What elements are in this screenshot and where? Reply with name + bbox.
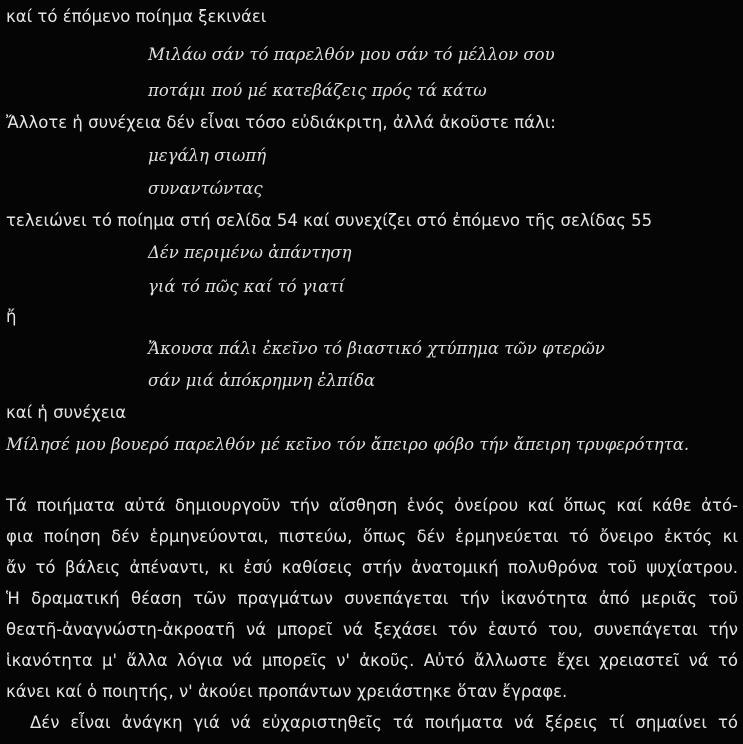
verse-line: μεγάλη σιωπή: [148, 146, 267, 165]
paragraph-line: φια ποίηση δέν ἑρμηνεύονται, πιστεύω, ὅπως δέν ἑρμηνεύεται τό ὄνειρο ἐκτός κι: [6, 527, 738, 546]
paragraph-line: κάνει καί ὁ ποιητής, ν' ἀκούει προπάντων χρειάστηκε ὅταν ἔγραφε.: [6, 682, 568, 701]
text-line: καί τό έπόμενο ποίημα ξεκινάει: [6, 7, 267, 26]
paragraph-line: ἄν τό βάλεις ἀπέναντι, κι ἐσύ καθίσεις στήν ἀνατομική πολυθρόνα τοῦ ψυχίατρου.: [6, 558, 738, 577]
verse-line: Μίλησέ μου βουερό παρελθόν μέ κεῖνο τόν ἄπειρο φόβο τήν ἄπειρη τρυφερότητα.: [6, 435, 690, 454]
verse-line: Δέν περιμένω ἀπάντηση: [148, 243, 352, 262]
paragraph-line: Ἡ δραματική θέαση τῶν πραγμάτων συνεπάγεται τήν ἱκανότητα ἀπό μεριᾶς τοῦ: [6, 589, 738, 608]
paragraph-line: ἱκανότητα μ' ἄλλα λόγια νά μπορεῖς ν' ἀκοῦς. Αὐτό ἄλλωστε ἔχει χρειαστεῖ νά τό: [6, 651, 738, 670]
text-line: Ἄλλοτε ἡ συνέχεια δέν εἶναι τόσο εὐδιάκριτη, ἀλλά ἀκοῦστε πάλι:: [6, 113, 556, 132]
verse-line: γιά τό πῶς καί τό γιατί: [148, 277, 345, 296]
paragraph-line: θεατῆ-ἀναγνώστη-ἀκροατῆ νά μπορεῖ νά ξεχάσει τόν ἑαυτό του, συνεπάγεται τήν: [6, 620, 738, 639]
paragraph-line: Τά ποιήματα αὐτά δημιουργοῦν τήν αἴσθηση ἑνός ὀνείρου καί ὅπως καί κάθε ἀτό-: [6, 496, 738, 515]
verse-line: Μιλάω σάν τό παρελθόν μου σάν τό μέλλον σου: [148, 45, 555, 64]
text-line: ἤ: [6, 307, 17, 326]
verse-line: συναντώντας: [148, 179, 263, 198]
verse-line: ποτάμι πού μέ κατεβάζεις πρός τά κάτω: [148, 81, 487, 100]
paragraph-line: Δέν εἶναι ἀνάγκη γιά νά εὐχαριστηθεῖς τά ποιήματα νά ξέρεις τί σημαίνει τό: [30, 713, 738, 732]
text-line: καί ἡ συνέχεια: [6, 403, 127, 422]
verse-line: σάν μιά ἀπόκρημνη ἐλπίδα: [148, 371, 376, 390]
verse-line: Ἄκουσα πάλι ἐκεῖνο τό βιαστικό χτύπημα τῶν φτερῶν: [148, 339, 605, 358]
text-line: τελειώνει τό ποίημα στή σελίδα 54 καί συνεχίζει στό ἐπόμενο τῆς σελίδας 55: [6, 211, 653, 230]
